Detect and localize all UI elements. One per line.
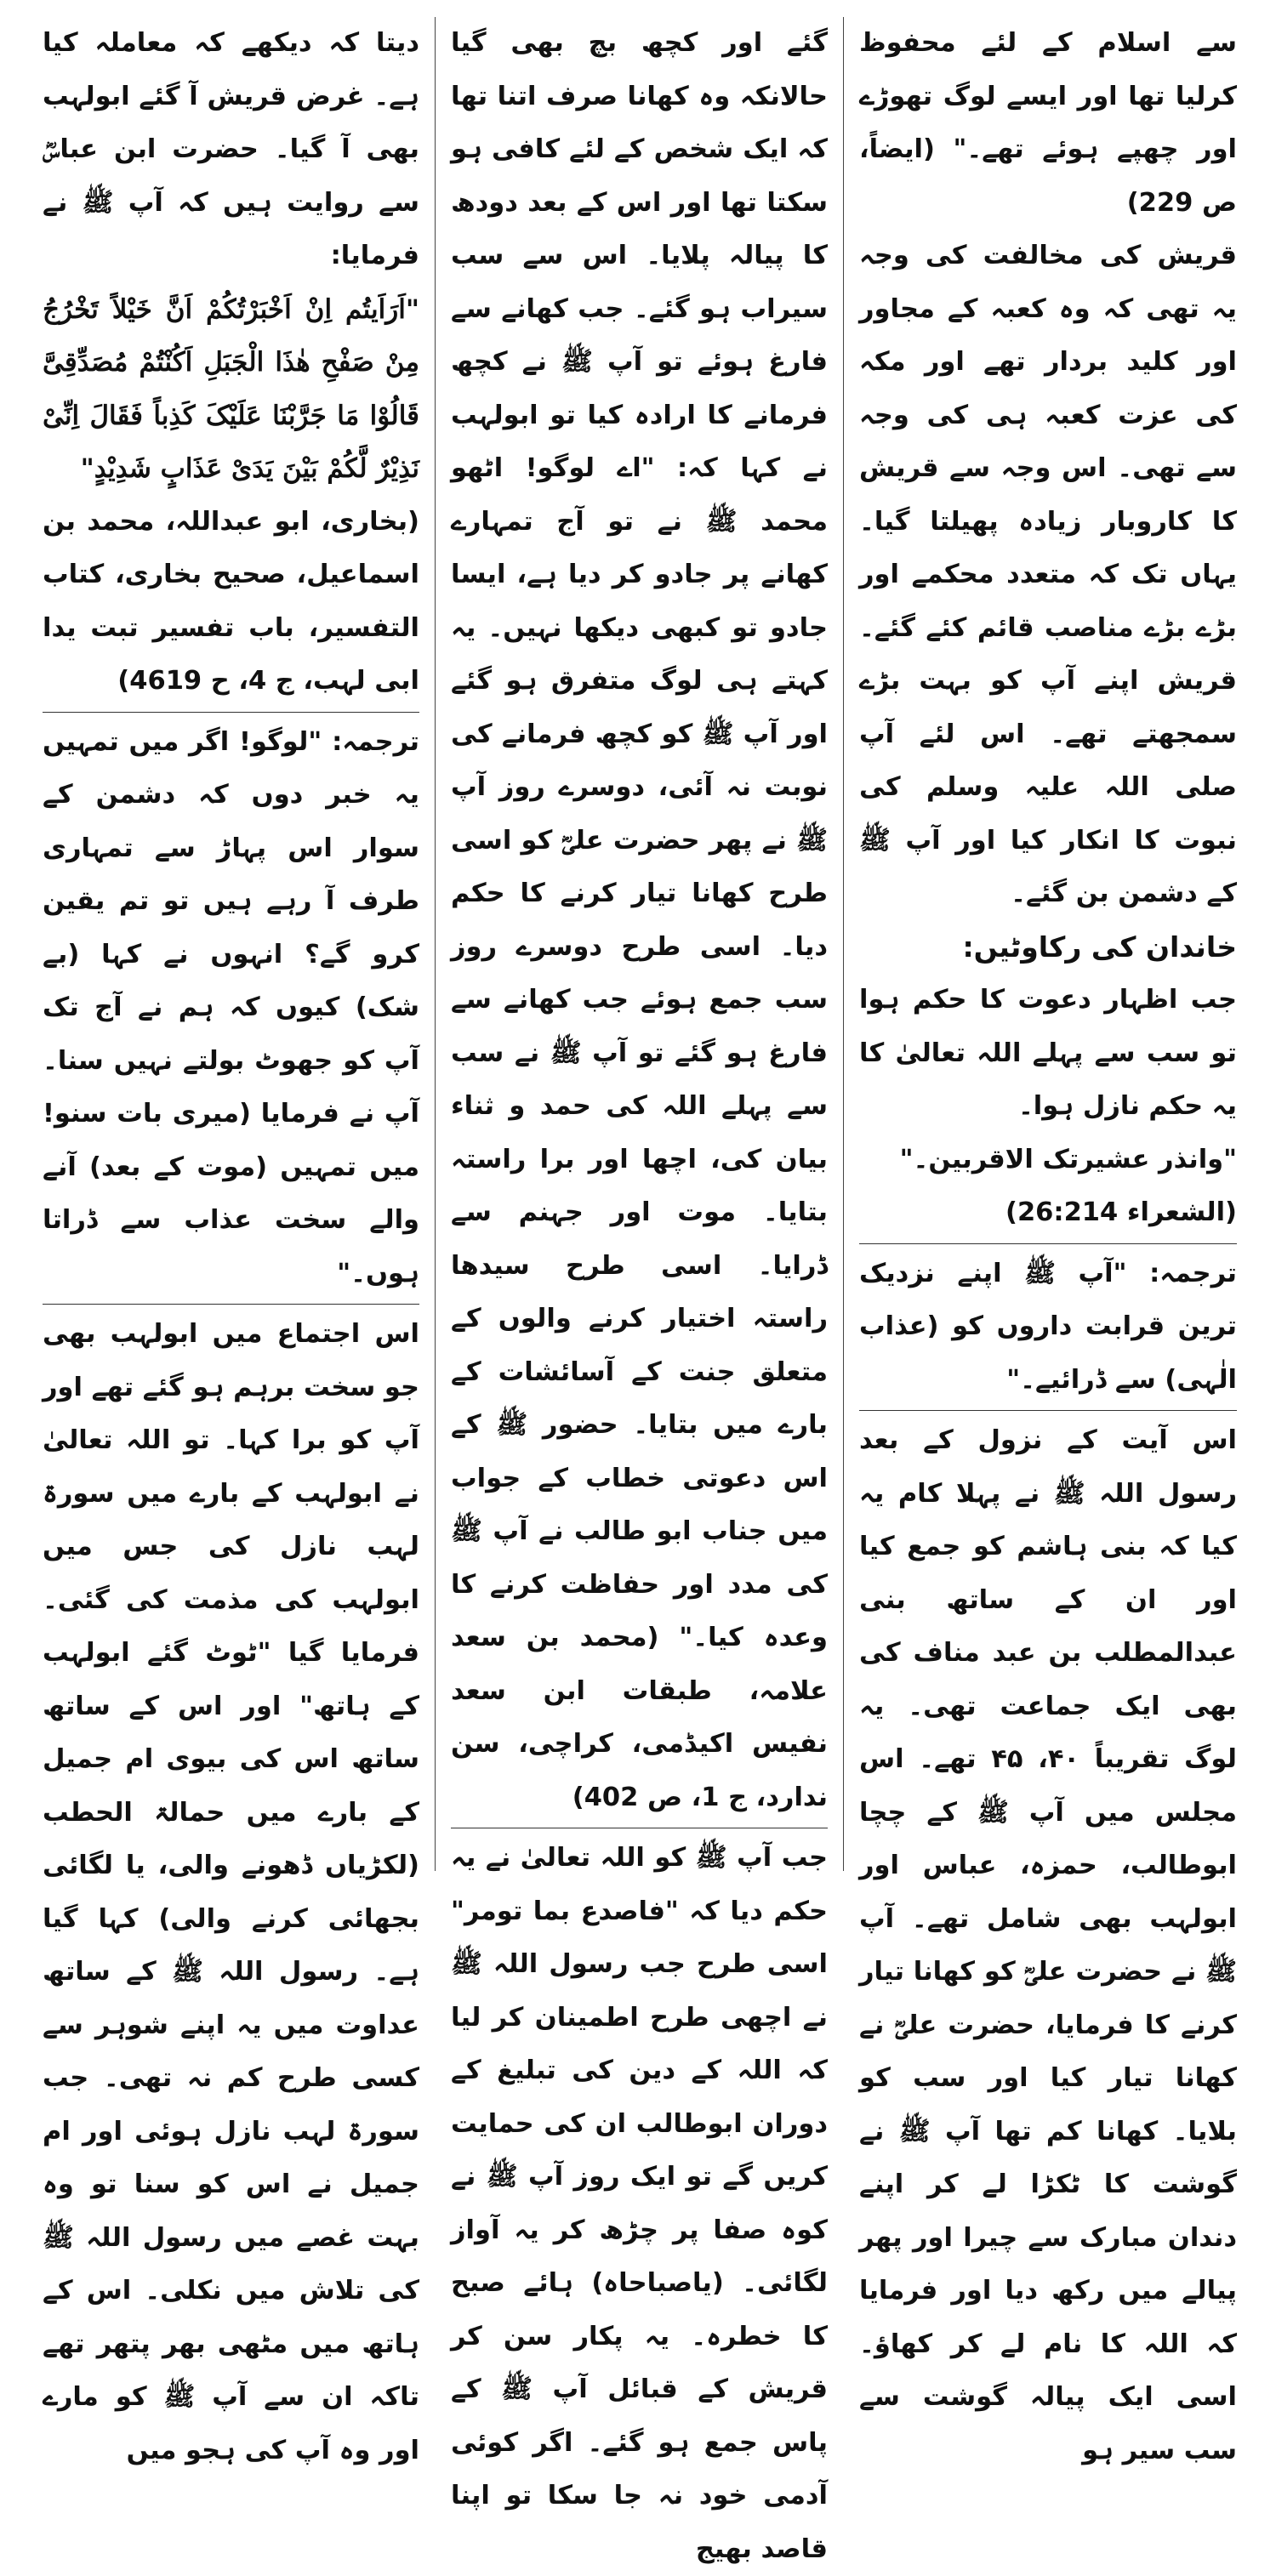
paragraph: اس اجتماع میں ابولہب بھی جو سخت برہم ہو گئے تھے اور آپ کو برا کہا۔ تو اللہ تعالیٰ نے ابولہب کے بارے میں سورۃ لہب نازل کی جس میں ابولہب کی مذمت کی گئی۔ فرمایا گیا "ٹوٹ گئے ابولہب کے ہاتھ" اور اس کے ساتھ ساتھ اس کی بیوی ام جمیل کے بارے میں حمالۃ الحطب (لکڑیاں ڈھونے والی، یا لگائی بجھائی کرنے والی) کہا گیا ہے۔ رسول اللہ ﷺ کے ساتھ عداوت میں یہ اپنے شوہر سے کسی طرح کم نہ تھی۔ جب سورۃ لہب نازل ہوئی اور ام جمیل نے اس کو سنا تو وہ بہت غصے میں رسول اللہ ﷺ کی تلاش میں نکلی۔ اس کے ہاتھ میں مٹھی بھر پتھر تھے تاکہ ان سے آپ ﷺ کو مارے اور وہ آپ کی ہجو میں [43,1319,419,2465]
column-right [844,17,1252,2465]
hadith-arabic: "اَرَاَیتُم اِنْ اَخْبَرْتُکُمْ اَنَّ خَیْلاً تَخْرُجُ مِنْ صَفْحِ ھٰذَا الْجَبَلِ اَکُنْتُمْ مُصَدِّقِیَّ قَالُوْا مَا جَرَّبْنَا عَلَیْکَ کَذِباً فَقَالَ اِنِّیْ نَذِیْرٌ لَّکُمْ بَیْنَ یَدَیْ عَذَابٍ شَدِیْدٍ" [43,293,419,484]
translation-paragraph: ترجمہ: "لوگو! اگر میں تمہیں یہ خبر دوں کہ دشمن کے سوار اس پہاڑ سے تمہاری طرف آ رہے ہیں تو تم یقین کرو گے؟ انہوں نے کہا (بے شک) کیوں کہ ہم نے آج تک آپ کو جھوٹ بولتے نہیں سنا۔ آپ نے فرمایا (میری بات سنو! میں تمہیں (موت کے بعد) آنے والے سخت عذاب سے ڈراتا ہوں۔" [43,726,419,1288]
divider [859,1410,1237,1411]
column-middle [436,17,844,2564]
column-left [27,17,436,2465]
translation-paragraph: ترجمہ: "آپ ﷺ اپنے نزدیک ترین قرابت داروں کو (عذاب الٰہی) سے ڈرائیے۔" [859,1258,1237,1395]
paragraph: گئے اور کچھ بچ بھی گیا حالانکہ وہ کھانا صرف اتنا تھا کہ ایک شخص کے لئے کافی ہو سکتا تھا اور اس کے بعد دودھ کا پیالہ پلایا۔ اس سے سب سیراب ہو گئے۔ جب کھانے سے فارغ ہوئے تو آپ ﷺ نے کچھ فرمانے کا ارادہ کیا تو ابولہب نے کہا کہ: "اے لوگو! اٹھو محمد ﷺ نے تو آج تمہارے کھانے پر جادو کر دیا ہے، ایسا جادو تو کبھی دیکھا نہیں۔ یہ کہتے ہی لوگ متفرق ہو گئے اور آپ ﷺ کو کچھ فرمانے کی نوبت نہ آئی، دوسرے روز آپ ﷺ نے پھر حضرت علیؓ کو اسی طرح کھانا تیار کرنے کا حکم دیا۔ اسی طرح دوسرے روز سب جمع ہوئے جب کھانے سے فارغ ہو گئے تو آپ ﷺ نے سب سے پہلے اللہ کی حمد و ثناء بیان کی، اچھا اور برا راستہ بتایا۔ موت اور جہنم سے ڈرایا۔ اسی طرح سیدھا راستہ اختیار کرنے والوں کے متعلق جنت کے آسائشات کے بارے میں بتایا۔ حضور ﷺ کے اس دعوتی خطاب کے جواب میں جناب ابو طالب نے آپ ﷺ کی مدد اور حفاظت کرنے کا وعدہ کیا۔" (محمد بن سعد علامہ، طبقات ابن سعد نفیس اکیڈمی، کراچی، سن ندارد، ج 1، ص 402) [451,28,828,1812]
divider [859,1243,1237,1244]
verse-reference: (الشعراء 26:214) [1005,1197,1237,1227]
paragraph: اس آیت کے نزول کے بعد رسول اللہ ﷺ نے پہلا کام یہ کیا کہ بنی ہاشم کو جمع کیا اور ان کے ساتھ بنی عبدالمطلب بن عبد مناف کی بھی ایک جماعت تھی۔ یہ لوگ تقریباً ۴۰، ۴۵ تھے۔ اس مجلس میں آپ ﷺ کے چچا ابوطالب، حمزہ، عباس اور ابولہب بھی شامل تھے۔ آپ ﷺ نے حضرت علیؓ کو کھانا تیار کرنے کا فرمایا، حضرت علیؓ نے کھانا تیار کیا اور سب کو بلایا۔ کھانا کم تھا آپ ﷺ نے گوشت کا ٹکڑا لے کر اپنے دندان مبارک سے چیرا اور پھر پیالے میں رکھ دیا اور فرمایا کہ اللہ کا نام لے کر کھاؤ۔ اسی ایک پیالہ گوشت سے سب سیر ہو [859,1425,1237,2465]
paragraph: جب اظہار دعوت کا حکم ہوا تو سب سے پہلے اللہ تعالیٰ کا یہ حکم نازل ہوا۔ [859,985,1237,1121]
citation: (بخاری، ابو عبداللہ، محمد بن اسماعیل، صحیح بخاری، کتاب التفسیر، باب تفسیر تبت یدا ابی لہب، ج 4، ح 4619) [43,506,419,696]
quranic-verse: "وانذر عشیرتک الاقربین۔" [899,1144,1237,1174]
divider [43,712,419,713]
section-heading: خاندان کی رکاوٹیں: [962,930,1237,964]
paragraph: دیتا کہ دیکھے کہ معاملہ کیا ہے۔ غرض قریش آ گئے ابولہب بھی آ گیا۔ حضرت ابن عباسؓ سے روایت ہیں کہ آپ ﷺ نے فرمایا: [43,28,419,270]
paragraph: سے اسلام کے لئے محفوظ کرلیا تھا اور ایسے لوگ تھوڑے اور چھپے ہوئے تھے۔" (ایضاً، ص 229) [859,28,1237,218]
paragraph: قریش کی مخالفت کی وجہ یہ تھی کہ وہ کعبہ کے مجاور اور کلید بردار تھے اور مکہ کی عزت کعبہ ہی کی وجہ سے تھی۔ اس وجہ سے قریش کا کاروبار زیادہ پھیلتا گیا۔ یہاں تک کہ متعدد محکمے اور بڑے بڑے مناصب قائم کئے گئے۔ قریش اپنے آپ کو بہت بڑے سمجھتے تھے۔ اس لئے آپ صلی اللہ علیہ وسلم کی نبوت کا انکار کیا اور آپ ﷺ کے دشمن بن گئے۔ [859,241,1237,908]
divider [43,1304,419,1305]
paragraph: جب آپ ﷺ کو اللہ تعالیٰ نے یہ حکم دیا کہ "فاصدع بما تومر" اسی طرح جب رسول اللہ ﷺ نے اچھی طرح اطمینان کر لیا کہ اللہ کے دین کی تبلیغ کے دوران ابوطالب ان کی حمایت کریں گے تو ایک روز آپ ﷺ نے کوہ صفا پر چڑھ کر یہ آواز لگائی۔ (یاصباحاہ) ہائے صبح کا خطرہ۔ یہ پکار سن کر قریش کے قبائل آپ ﷺ کے پاس جمع ہو گئے۔ اگر کوئی آدمی خود نہ جا سکا تو اپنا قاصد بھیج [451,1843,828,2564]
